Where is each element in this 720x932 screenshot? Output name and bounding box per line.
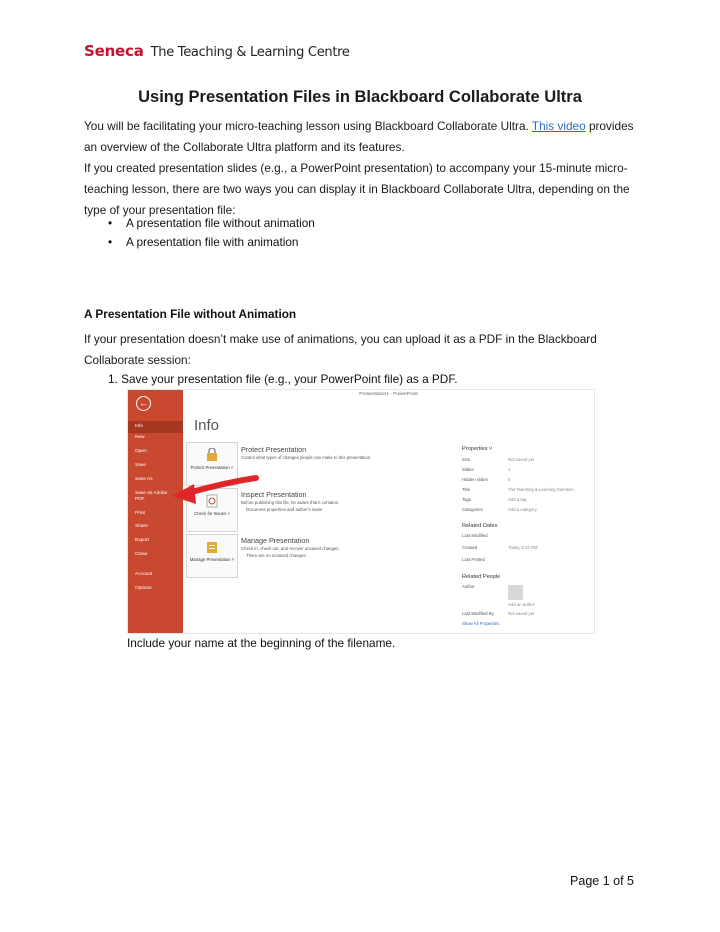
section-title: Protect Presentation [241, 445, 307, 454]
property-value: 1 [508, 467, 511, 472]
property-value: Not saved yet [508, 611, 535, 616]
section-description: Before publishing this file, be aware that it contains: [241, 500, 339, 505]
section-title: Inspect Presentation [241, 490, 307, 499]
add-author-text: Add an author [508, 602, 535, 607]
powerpoint-backstage-screenshot [127, 389, 595, 634]
property-key: Last Printed [462, 557, 485, 562]
page-number: Page 1 of 5 [570, 874, 634, 888]
arrow-left-icon: ← [136, 396, 151, 411]
list-item: • A presentation file with animation [108, 233, 315, 252]
property-key: Hidden slides [462, 477, 488, 482]
card-label: Check for Issues ˅ [194, 511, 230, 516]
nav-item: Export [135, 538, 149, 543]
intro-paragraph [84, 116, 644, 158]
section-description: Check in, check out, and recover unsaved changes. [241, 546, 340, 551]
section-description: Control what types of changes people can make to this presentation. [241, 455, 372, 460]
property-value: The Teaching & Learning Summer... [508, 487, 577, 492]
property-value: 0 [508, 477, 511, 482]
nav-item: Open [135, 449, 147, 454]
property-key: Created [462, 545, 478, 550]
related-dates-heading: Related Dates [462, 523, 498, 529]
section-bullet: Document properties and author's name [246, 507, 323, 512]
author-label: Author [462, 584, 475, 589]
property-value: Add a category [508, 507, 537, 512]
section-paragraph: If your presentation doesn’t make use of animations, you can upload it as a PDF in the Blackboard Collaborate session: [84, 332, 597, 367]
property-key: Last Modified By [462, 611, 494, 616]
video-link[interactable]: This video [531, 119, 586, 133]
property-value: Not saved yet [508, 457, 535, 462]
property-value: Add a tag [508, 497, 527, 502]
properties-heading: Properties ˅ [462, 446, 493, 452]
nav-item: Save as Adobe PDF [135, 491, 168, 502]
document-title: Using Presentation Files in Blackboard Collaborate Ultra [138, 88, 582, 106]
seneca-logo [84, 42, 350, 60]
show-all-properties-link: Show All Properties [462, 621, 500, 626]
options-list [108, 214, 315, 252]
list-item: • A presentation file without animation [108, 214, 315, 233]
property-key: Slides [462, 467, 474, 472]
nav-item: Print [135, 511, 145, 516]
property-key: Size [462, 457, 471, 462]
section-title: Manage Presentation [241, 536, 310, 545]
property-value: Today, 5:32 PM [508, 545, 538, 550]
nav-item: Close [135, 552, 148, 557]
logo-subtitle: The Teaching & Learning Centre [150, 45, 350, 60]
red-arrow-annotation [128, 390, 594, 633]
arrow-head [172, 484, 196, 504]
intro-text-after: provides an overview of the Collaborate Ultra platform and its features. [84, 119, 634, 154]
card-label: Protect Presentation ˅ [190, 465, 234, 470]
property-key: Categories [462, 507, 483, 512]
logo-brand: Seneca [84, 42, 144, 60]
nav-item: Save As [135, 477, 153, 482]
nav-item: Save [135, 463, 146, 468]
intro-text: You will be facilitating your micro-teaching lesson using Blackboard Collaborate Ultra. [84, 119, 529, 133]
property-key: Title [462, 487, 470, 492]
filename-note: Include your name at the beginning of the filename. [127, 636, 396, 650]
options-paragraph: If you created presentation slides (e.g., a PowerPoint presentation) to accompany your 15-minute micro-teaching lesson, there are two ways you can display it in Blackboard Collaborate Ultra, depending on the type of your presentation file: [84, 161, 630, 217]
property-key: Tags [462, 497, 472, 502]
nav-item: Share [135, 524, 148, 529]
section-bullet: There are no unsaved changes. [246, 553, 307, 558]
nav-item: Info [128, 421, 183, 433]
section-heading: A Presentation File without Animation [84, 307, 297, 321]
nav-item: New [135, 435, 145, 440]
related-people-heading: Related People [462, 574, 501, 580]
info-heading: Info [194, 417, 220, 434]
step-1: 1. Save your presentation file (e.g., your PowerPoint file) as a PDF. [108, 372, 458, 386]
card-label: Manage Presentation ˅ [189, 557, 235, 562]
nav-item: Options [135, 586, 152, 591]
property-key: Last Modified [462, 533, 488, 538]
nav-item: Account [135, 572, 153, 577]
window-title: Presentation1 - PowerPoint [359, 392, 418, 397]
